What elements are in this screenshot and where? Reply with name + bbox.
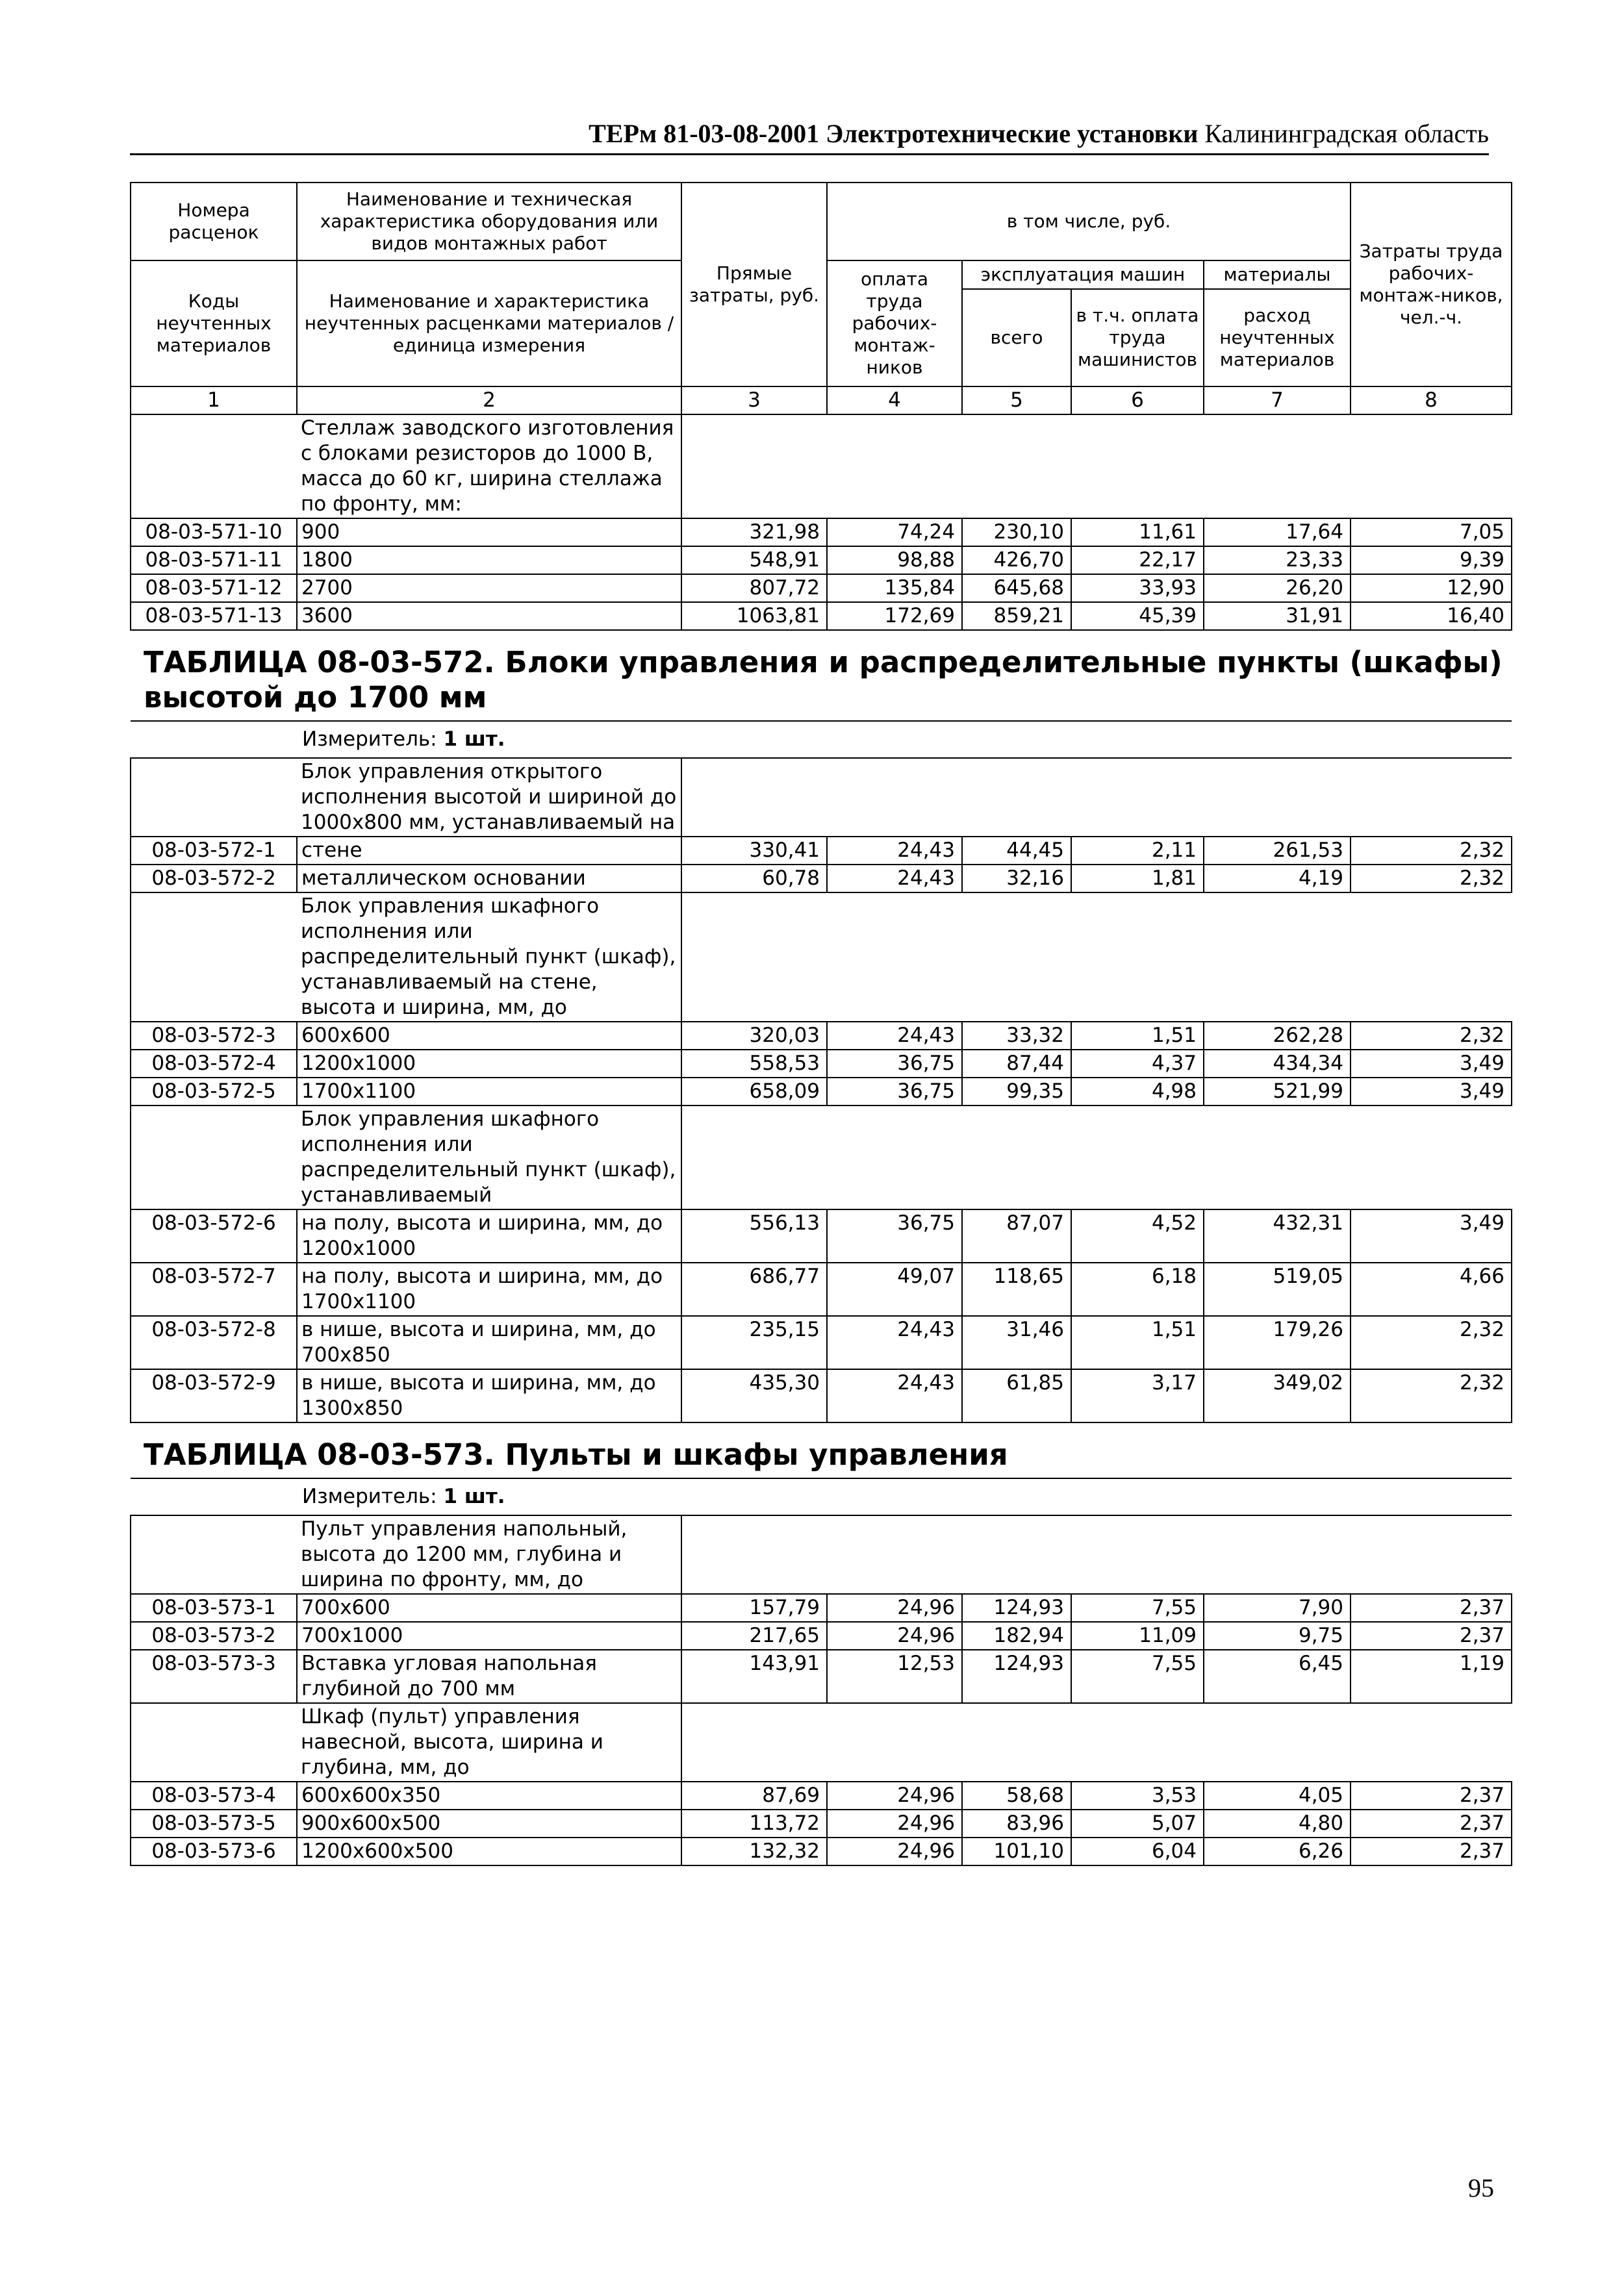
header-labor-hours: Затраты труда рабочих-монтаж-ников, чел.-ч. xyxy=(1351,183,1512,386)
machine-total: 426,70 xyxy=(962,546,1071,574)
machine-operators-pay: 7,55 xyxy=(1071,1594,1204,1622)
direct-costs: 60,78 xyxy=(681,865,827,892)
labor-pay: 24,43 xyxy=(827,837,962,865)
table-row xyxy=(131,1622,1512,1650)
labor-hours: 2,37 xyxy=(1351,1594,1512,1622)
materials-cost: 519,05 xyxy=(1204,1263,1351,1316)
direct-costs: 556,13 xyxy=(681,1209,827,1263)
machine-total: 87,07 xyxy=(962,1209,1071,1263)
direct-costs: 558,53 xyxy=(681,1050,827,1078)
machine-operators-pay: 11,09 xyxy=(1071,1622,1204,1650)
machine-total: 124,93 xyxy=(962,1594,1071,1622)
blank-code-cell xyxy=(131,414,297,518)
meter-row xyxy=(131,721,1512,758)
rate-code: 08-03-572-3 xyxy=(131,1022,297,1050)
labor-pay: 24,43 xyxy=(827,1022,962,1050)
norms-table-body xyxy=(131,183,1512,1865)
labor-pay: 12,53 xyxy=(827,1650,962,1703)
labor-hours: 7,05 xyxy=(1351,518,1512,546)
labor-hours: 2,37 xyxy=(1351,1838,1512,1865)
table-row xyxy=(131,1838,1512,1865)
rate-code: 08-03-572-9 xyxy=(131,1369,297,1422)
materials-cost: 4,05 xyxy=(1204,1782,1351,1810)
column-number: 3 xyxy=(681,386,827,414)
table-row xyxy=(131,1022,1512,1050)
header-labor-pay: оплата труда рабочих-монтаж-ников xyxy=(827,260,962,386)
section-intro-row xyxy=(131,414,1512,518)
machine-total: 31,46 xyxy=(962,1316,1071,1369)
blank-code-cell xyxy=(131,1106,297,1209)
table-row xyxy=(131,1594,1512,1622)
table-row xyxy=(131,865,1512,892)
work-name: 900 xyxy=(297,518,681,546)
labor-pay: 36,75 xyxy=(827,1209,962,1263)
direct-costs: 320,03 xyxy=(681,1022,827,1050)
rate-code: 08-03-572-8 xyxy=(131,1316,297,1369)
labor-pay: 24,96 xyxy=(827,1594,962,1622)
header-material-codes: Коды неучтенных материалов xyxy=(131,260,297,386)
page-number: 95 xyxy=(1468,2173,1494,2203)
column-number: 6 xyxy=(1071,386,1204,414)
table-row xyxy=(131,1263,1512,1316)
labor-hours: 4,66 xyxy=(1351,1263,1512,1316)
column-numbers-row xyxy=(131,386,1512,414)
machine-total: 99,35 xyxy=(962,1078,1071,1106)
labor-hours: 3,49 xyxy=(1351,1078,1512,1106)
header-direct-costs: Прямые затраты, руб. xyxy=(681,183,827,386)
machine-total: 61,85 xyxy=(962,1369,1071,1422)
machine-total: 32,16 xyxy=(962,865,1071,892)
labor-hours: 2,32 xyxy=(1351,865,1512,892)
work-name: стене xyxy=(297,837,681,865)
labor-hours: 2,32 xyxy=(1351,1316,1512,1369)
rate-code: 08-03-573-1 xyxy=(131,1594,297,1622)
header-machine-total: всего xyxy=(962,289,1071,386)
materials-cost: 6,26 xyxy=(1204,1838,1351,1865)
direct-costs: 658,09 xyxy=(681,1078,827,1106)
rate-code: 08-03-571-11 xyxy=(131,546,297,574)
column-number: 1 xyxy=(131,386,297,414)
header-machine-group: эксплуатация машин xyxy=(962,260,1204,289)
machine-operators-pay: 6,18 xyxy=(1071,1263,1204,1316)
materials-cost: 432,31 xyxy=(1204,1209,1351,1263)
direct-costs: 235,15 xyxy=(681,1316,827,1369)
work-name: 600x600x350 xyxy=(297,1782,681,1810)
rate-code: 08-03-571-10 xyxy=(131,518,297,546)
machine-total: 101,10 xyxy=(962,1838,1071,1865)
blank-code-cell xyxy=(131,1703,297,1782)
work-name: 1800 xyxy=(297,546,681,574)
labor-hours: 2,37 xyxy=(1351,1622,1512,1650)
materials-cost: 349,02 xyxy=(1204,1369,1351,1422)
labor-hours: 1,19 xyxy=(1351,1650,1512,1703)
labor-pay: 24,96 xyxy=(827,1810,962,1838)
labor-hours: 9,39 xyxy=(1351,546,1512,574)
machine-operators-pay: 2,11 xyxy=(1071,837,1204,865)
header-name: Наименование и техническая характеристика оборудования или видов монтажных работ xyxy=(297,183,681,260)
materials-cost: 17,64 xyxy=(1204,518,1351,546)
table-row xyxy=(131,1316,1512,1369)
materials-cost: 9,75 xyxy=(1204,1622,1351,1650)
machine-total: 124,93 xyxy=(962,1650,1071,1703)
table-row xyxy=(131,1050,1512,1078)
blank-values-cell xyxy=(681,1515,1512,1594)
direct-costs: 807,72 xyxy=(681,574,827,602)
section-intro: Блок управления шкафного исполнения или распределительный пункт (шкаф), устанавливаемый xyxy=(297,1106,681,1209)
materials-cost: 261,53 xyxy=(1204,837,1351,865)
direct-costs: 143,91 xyxy=(681,1650,827,1703)
header-machine-operators-pay: в т.ч. оплата труда машинистов xyxy=(1071,289,1204,386)
rate-code: 08-03-572-7 xyxy=(131,1263,297,1316)
work-name: 1200x600x500 xyxy=(297,1838,681,1865)
table-heading-row xyxy=(131,630,1512,721)
header-incl-group: в том числе, руб. xyxy=(827,183,1351,260)
work-name: 600x600 xyxy=(297,1022,681,1050)
machine-total: 230,10 xyxy=(962,518,1071,546)
meter-cell xyxy=(131,721,1512,758)
running-header xyxy=(130,114,1489,155)
machine-operators-pay: 45,39 xyxy=(1071,602,1204,630)
machine-total: 83,96 xyxy=(962,1810,1071,1838)
header-materials-group: материалы xyxy=(1204,260,1351,289)
direct-costs: 686,77 xyxy=(681,1263,827,1316)
materials-cost: 23,33 xyxy=(1204,546,1351,574)
machine-operators-pay: 5,07 xyxy=(1071,1810,1204,1838)
work-name: 3600 xyxy=(297,602,681,630)
work-name: 700x600 xyxy=(297,1594,681,1622)
machine-operators-pay: 3,17 xyxy=(1071,1369,1204,1422)
meter-value: 1 шт. xyxy=(443,1485,505,1508)
meter-label: Измеритель: xyxy=(302,727,437,751)
work-name: в нише, высота и ширина, мм, до 1300x850 xyxy=(297,1369,681,1422)
document-title: ТЕРм 81-03-08-2001 Электротехнические установки xyxy=(589,119,1199,148)
table-heading: ТАБЛИЦА 08-03-572. Блоки управления и распределительные пункты (шкафы) высотой до 1700 мм xyxy=(144,645,1503,714)
machine-operators-pay: 11,61 xyxy=(1071,518,1204,546)
table-heading: ТАБЛИЦА 08-03-573. Пульты и шкафы управления xyxy=(144,1437,1008,1472)
work-name: 2700 xyxy=(297,574,681,602)
table-row xyxy=(131,1369,1512,1422)
rate-code: 08-03-571-12 xyxy=(131,574,297,602)
norms-table xyxy=(130,182,1512,1866)
work-name: на полу, высота и ширина, мм, до 1700x1100 xyxy=(297,1263,681,1316)
labor-pay: 49,07 xyxy=(827,1263,962,1316)
direct-costs: 113,72 xyxy=(681,1810,827,1838)
direct-costs: 330,41 xyxy=(681,837,827,865)
labor-pay: 24,96 xyxy=(827,1782,962,1810)
labor-pay: 24,43 xyxy=(827,865,962,892)
blank-values-cell xyxy=(681,1703,1512,1782)
column-number: 8 xyxy=(1351,386,1512,414)
machine-operators-pay: 3,53 xyxy=(1071,1782,1204,1810)
materials-cost: 521,99 xyxy=(1204,1078,1351,1106)
blank-values-cell xyxy=(681,1106,1512,1209)
blank-code-cell xyxy=(131,758,297,837)
direct-costs: 435,30 xyxy=(681,1369,827,1422)
rate-code: 08-03-572-2 xyxy=(131,865,297,892)
table-row xyxy=(131,1078,1512,1106)
table-row xyxy=(131,1782,1512,1810)
materials-cost: 7,90 xyxy=(1204,1594,1351,1622)
materials-cost: 26,20 xyxy=(1204,574,1351,602)
column-number: 2 xyxy=(297,386,681,414)
labor-pay: 24,43 xyxy=(827,1369,962,1422)
work-name: в нише, высота и ширина, мм, до 700x850 xyxy=(297,1316,681,1369)
labor-hours: 2,32 xyxy=(1351,837,1512,865)
machine-total: 87,44 xyxy=(962,1050,1071,1078)
labor-hours: 12,90 xyxy=(1351,574,1512,602)
machine-operators-pay: 7,55 xyxy=(1071,1650,1204,1703)
labor-pay: 135,84 xyxy=(827,574,962,602)
machine-total: 182,94 xyxy=(962,1622,1071,1650)
rate-code: 08-03-572-5 xyxy=(131,1078,297,1106)
column-number: 5 xyxy=(962,386,1071,414)
table-row xyxy=(131,837,1512,865)
labor-hours: 3,49 xyxy=(1351,1209,1512,1263)
table-row xyxy=(131,546,1512,574)
rate-code: 08-03-572-4 xyxy=(131,1050,297,1078)
rate-code: 08-03-573-5 xyxy=(131,1810,297,1838)
section-intro-row xyxy=(131,758,1512,837)
machine-operators-pay: 1,51 xyxy=(1071,1022,1204,1050)
materials-cost: 4,19 xyxy=(1204,865,1351,892)
meter-value: 1 шт. xyxy=(443,727,505,751)
labor-pay: 98,88 xyxy=(827,546,962,574)
section-intro-row xyxy=(131,892,1512,1022)
machine-total: 645,68 xyxy=(962,574,1071,602)
section-intro: Пульт управления напольный, высота до 1200 мм, глубина и ширина по фронту, мм, до xyxy=(297,1515,681,1594)
direct-costs: 1063,81 xyxy=(681,602,827,630)
work-name: на полу, высота и ширина, мм, до 1200x1000 xyxy=(297,1209,681,1263)
direct-costs: 321,98 xyxy=(681,518,827,546)
labor-hours: 2,37 xyxy=(1351,1782,1512,1810)
machine-total: 44,45 xyxy=(962,837,1071,865)
table-row xyxy=(131,574,1512,602)
blank-values-cell xyxy=(681,758,1512,837)
labor-hours: 16,40 xyxy=(1351,602,1512,630)
machine-operators-pay: 4,98 xyxy=(1071,1078,1204,1106)
machine-total: 859,21 xyxy=(962,602,1071,630)
table-heading-cell xyxy=(131,1422,1512,1478)
rate-code: 08-03-573-4 xyxy=(131,1782,297,1810)
section-intro: Блок управления открытого исполнения высотой и шириной до 1000x800 мм, устанавливаемый на xyxy=(297,758,681,837)
materials-cost: 434,34 xyxy=(1204,1050,1351,1078)
section-intro: Шкаф (пульт) управления навесной, высота, ширина и глубина, мм, до xyxy=(297,1703,681,1782)
labor-pay: 74,24 xyxy=(827,518,962,546)
rate-code: 08-03-572-1 xyxy=(131,837,297,865)
region-name: Калининградская область xyxy=(1204,119,1489,148)
table-heading-row xyxy=(131,1422,1512,1478)
materials-cost: 4,80 xyxy=(1204,1810,1351,1838)
blank-code-cell xyxy=(131,1515,297,1594)
meter-row xyxy=(131,1478,1512,1515)
table-heading-cell xyxy=(131,630,1512,721)
table-row xyxy=(131,1209,1512,1263)
labor-hours: 3,49 xyxy=(1351,1050,1512,1078)
section-intro-row xyxy=(131,1515,1512,1594)
labor-hours: 2,32 xyxy=(1351,1369,1512,1422)
rate-code: 08-03-571-13 xyxy=(131,602,297,630)
section-intro-row xyxy=(131,1703,1512,1782)
machine-total: 58,68 xyxy=(962,1782,1071,1810)
machine-operators-pay: 6,04 xyxy=(1071,1838,1204,1865)
work-name: металлическом основании xyxy=(297,865,681,892)
header-material-names: Наименование и характеристика неучтенных расценками материалов / единица измерения xyxy=(297,260,681,386)
header-materials-consumption: расход неучтенных материалов xyxy=(1204,289,1351,386)
labor-hours: 2,32 xyxy=(1351,1022,1512,1050)
table-row xyxy=(131,1810,1512,1838)
blank-code-cell xyxy=(131,892,297,1022)
table-row xyxy=(131,518,1512,546)
column-number: 7 xyxy=(1204,386,1351,414)
direct-costs: 87,69 xyxy=(681,1782,827,1810)
meter-label: Измеритель: xyxy=(302,1485,437,1508)
work-name: 700x1000 xyxy=(297,1622,681,1650)
table-row xyxy=(131,602,1512,630)
work-name: Вставка угловая напольная глубиной до 700 мм xyxy=(297,1650,681,1703)
column-number: 4 xyxy=(827,386,962,414)
work-name: 1700x1100 xyxy=(297,1078,681,1106)
header-number-codes: Номера расценок xyxy=(131,183,297,260)
blank-values-cell xyxy=(681,892,1512,1022)
machine-operators-pay: 33,93 xyxy=(1071,574,1204,602)
section-intro: Блок управления шкафного исполнения или распределительный пункт (шкаф), устанавливаемый на стене, высота и ширина, мм, до xyxy=(297,892,681,1022)
labor-pay: 24,96 xyxy=(827,1622,962,1650)
machine-total: 33,32 xyxy=(962,1022,1071,1050)
work-name: 1200x1000 xyxy=(297,1050,681,1078)
machine-operators-pay: 22,17 xyxy=(1071,546,1204,574)
direct-costs: 132,32 xyxy=(681,1838,827,1865)
rate-code: 08-03-573-6 xyxy=(131,1838,297,1865)
labor-hours: 2,37 xyxy=(1351,1810,1512,1838)
rate-code: 08-03-573-3 xyxy=(131,1650,297,1703)
direct-costs: 157,79 xyxy=(681,1594,827,1622)
labor-pay: 172,69 xyxy=(827,602,962,630)
materials-cost: 179,26 xyxy=(1204,1316,1351,1369)
rate-code: 08-03-573-2 xyxy=(131,1622,297,1650)
machine-operators-pay: 4,52 xyxy=(1071,1209,1204,1263)
blank-values-cell xyxy=(681,414,1512,518)
table-row xyxy=(131,1650,1512,1703)
machine-operators-pay: 1,81 xyxy=(1071,865,1204,892)
materials-cost: 31,91 xyxy=(1204,602,1351,630)
direct-costs: 217,65 xyxy=(681,1622,827,1650)
meter-cell xyxy=(131,1478,1512,1515)
machine-total: 118,65 xyxy=(962,1263,1071,1316)
labor-pay: 36,75 xyxy=(827,1050,962,1078)
work-name: 900x600x500 xyxy=(297,1810,681,1838)
materials-cost: 6,45 xyxy=(1204,1650,1351,1703)
machine-operators-pay: 4,37 xyxy=(1071,1050,1204,1078)
rate-code: 08-03-572-6 xyxy=(131,1209,297,1263)
section-intro: Стеллаж заводского изготовления с блоками резисторов до 1000 В, масса до 60 кг, ширина стеллажа по фронту, мм: xyxy=(297,414,681,518)
labor-pay: 36,75 xyxy=(827,1078,962,1106)
direct-costs: 548,91 xyxy=(681,546,827,574)
labor-pay: 24,43 xyxy=(827,1316,962,1369)
materials-cost: 262,28 xyxy=(1204,1022,1351,1050)
section-intro-row xyxy=(131,1106,1512,1209)
machine-operators-pay: 1,51 xyxy=(1071,1316,1204,1369)
labor-pay: 24,96 xyxy=(827,1838,962,1865)
